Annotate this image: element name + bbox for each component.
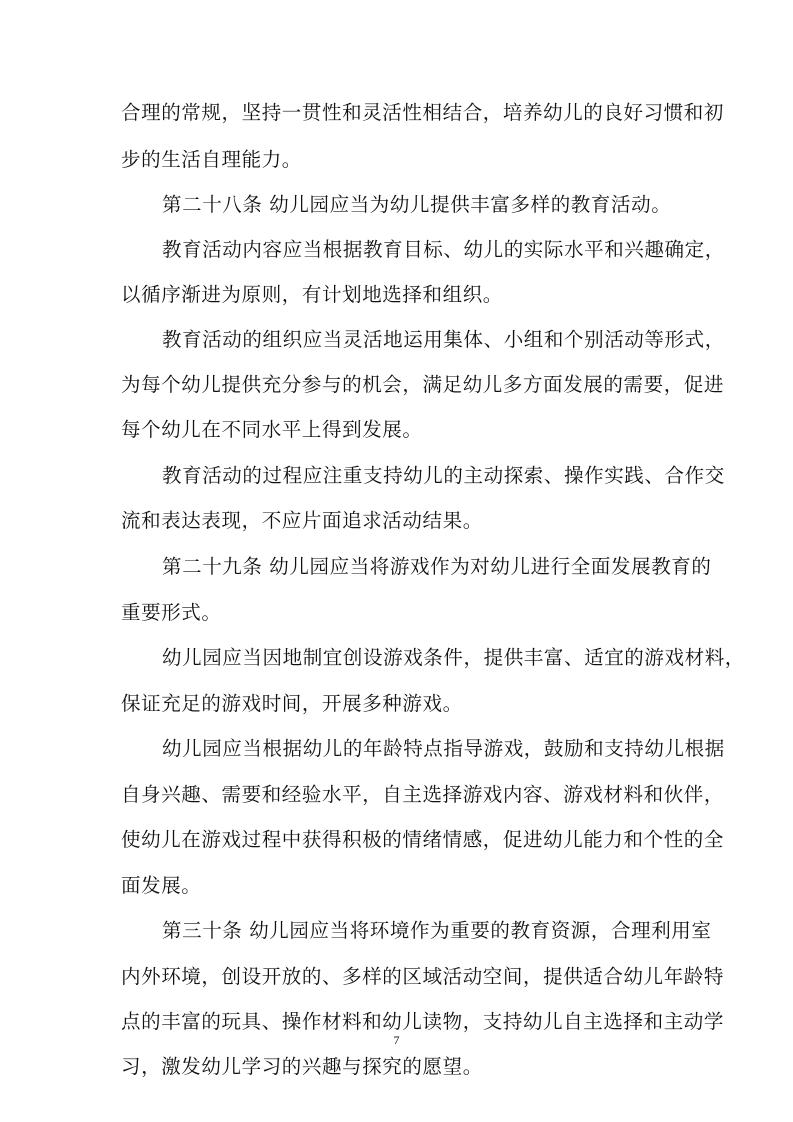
text-line: 教育活动的组织应当灵活地运用集体、小组和个别活动等形式， <box>162 328 725 351</box>
text-line: 面发展。 <box>121 874 202 897</box>
text-line: 幼儿园应当根据幼儿的年龄特点指导游戏，鼓励和支持幼儿根据 <box>162 737 725 760</box>
text-line: 幼儿园应当因地制宜创设游戏条件，提供丰富、适宜的游戏材料， <box>162 646 745 669</box>
text-line: 每个幼儿在不同水平上得到发展。 <box>121 418 423 441</box>
text-line: 以循序渐进为原则，有计划地选择和组织。 <box>121 283 503 306</box>
article-heading: 第二十九条 幼儿园应当将游戏作为对幼儿进行全面发展教育的 <box>162 555 712 578</box>
text-line: 使幼儿在游戏过程中获得积极的情绪情感，促进幼儿能力和个性的全 <box>121 828 725 851</box>
text-line: 流和表达表现，不应片面追求活动结果。 <box>121 509 483 532</box>
text-line: 点的丰富的玩具、操作材料和幼儿读物，支持幼儿自主选择和主动学 <box>121 1010 725 1033</box>
article-heading: 第二十八条 幼儿园应当为幼儿提供丰富多样的教育活动。 <box>162 193 672 216</box>
article-heading: 第三十条 幼儿园应当将环境作为重要的教育资源，合理利用室 <box>162 919 712 942</box>
text-line: 教育活动的过程应注重支持幼儿的主动探索、操作实践、合作交 <box>162 464 725 487</box>
text-line: 自身兴趣、需要和经验水平，自主选择游戏内容、游戏材料和伙伴， <box>121 783 725 806</box>
text-line: 习，激发幼儿学习的兴趣与探究的愿望。 <box>121 1055 483 1078</box>
text-line: 保证充足的游戏时间，开展多种游戏。 <box>121 692 463 715</box>
text-line: 步的生活自理能力。 <box>121 148 302 171</box>
text-line: 内外环境，创设开放的、多样的区域活动空间，提供适合幼儿年龄特 <box>121 965 725 988</box>
text-line: 合理的常规，坚持一贯性和灵活性相结合，培养幼儿的良好习惯和初 <box>121 101 725 124</box>
text-line: 重要形式。 <box>121 601 222 624</box>
text-line: 为每个幼儿提供充分参与的机会，满足幼儿多方面发展的需要，促进 <box>121 373 725 396</box>
page-number: 7 <box>393 1033 400 1047</box>
text-line: 教育活动内容应当根据教育目标、幼儿的实际水平和兴趣确定， <box>162 238 725 261</box>
